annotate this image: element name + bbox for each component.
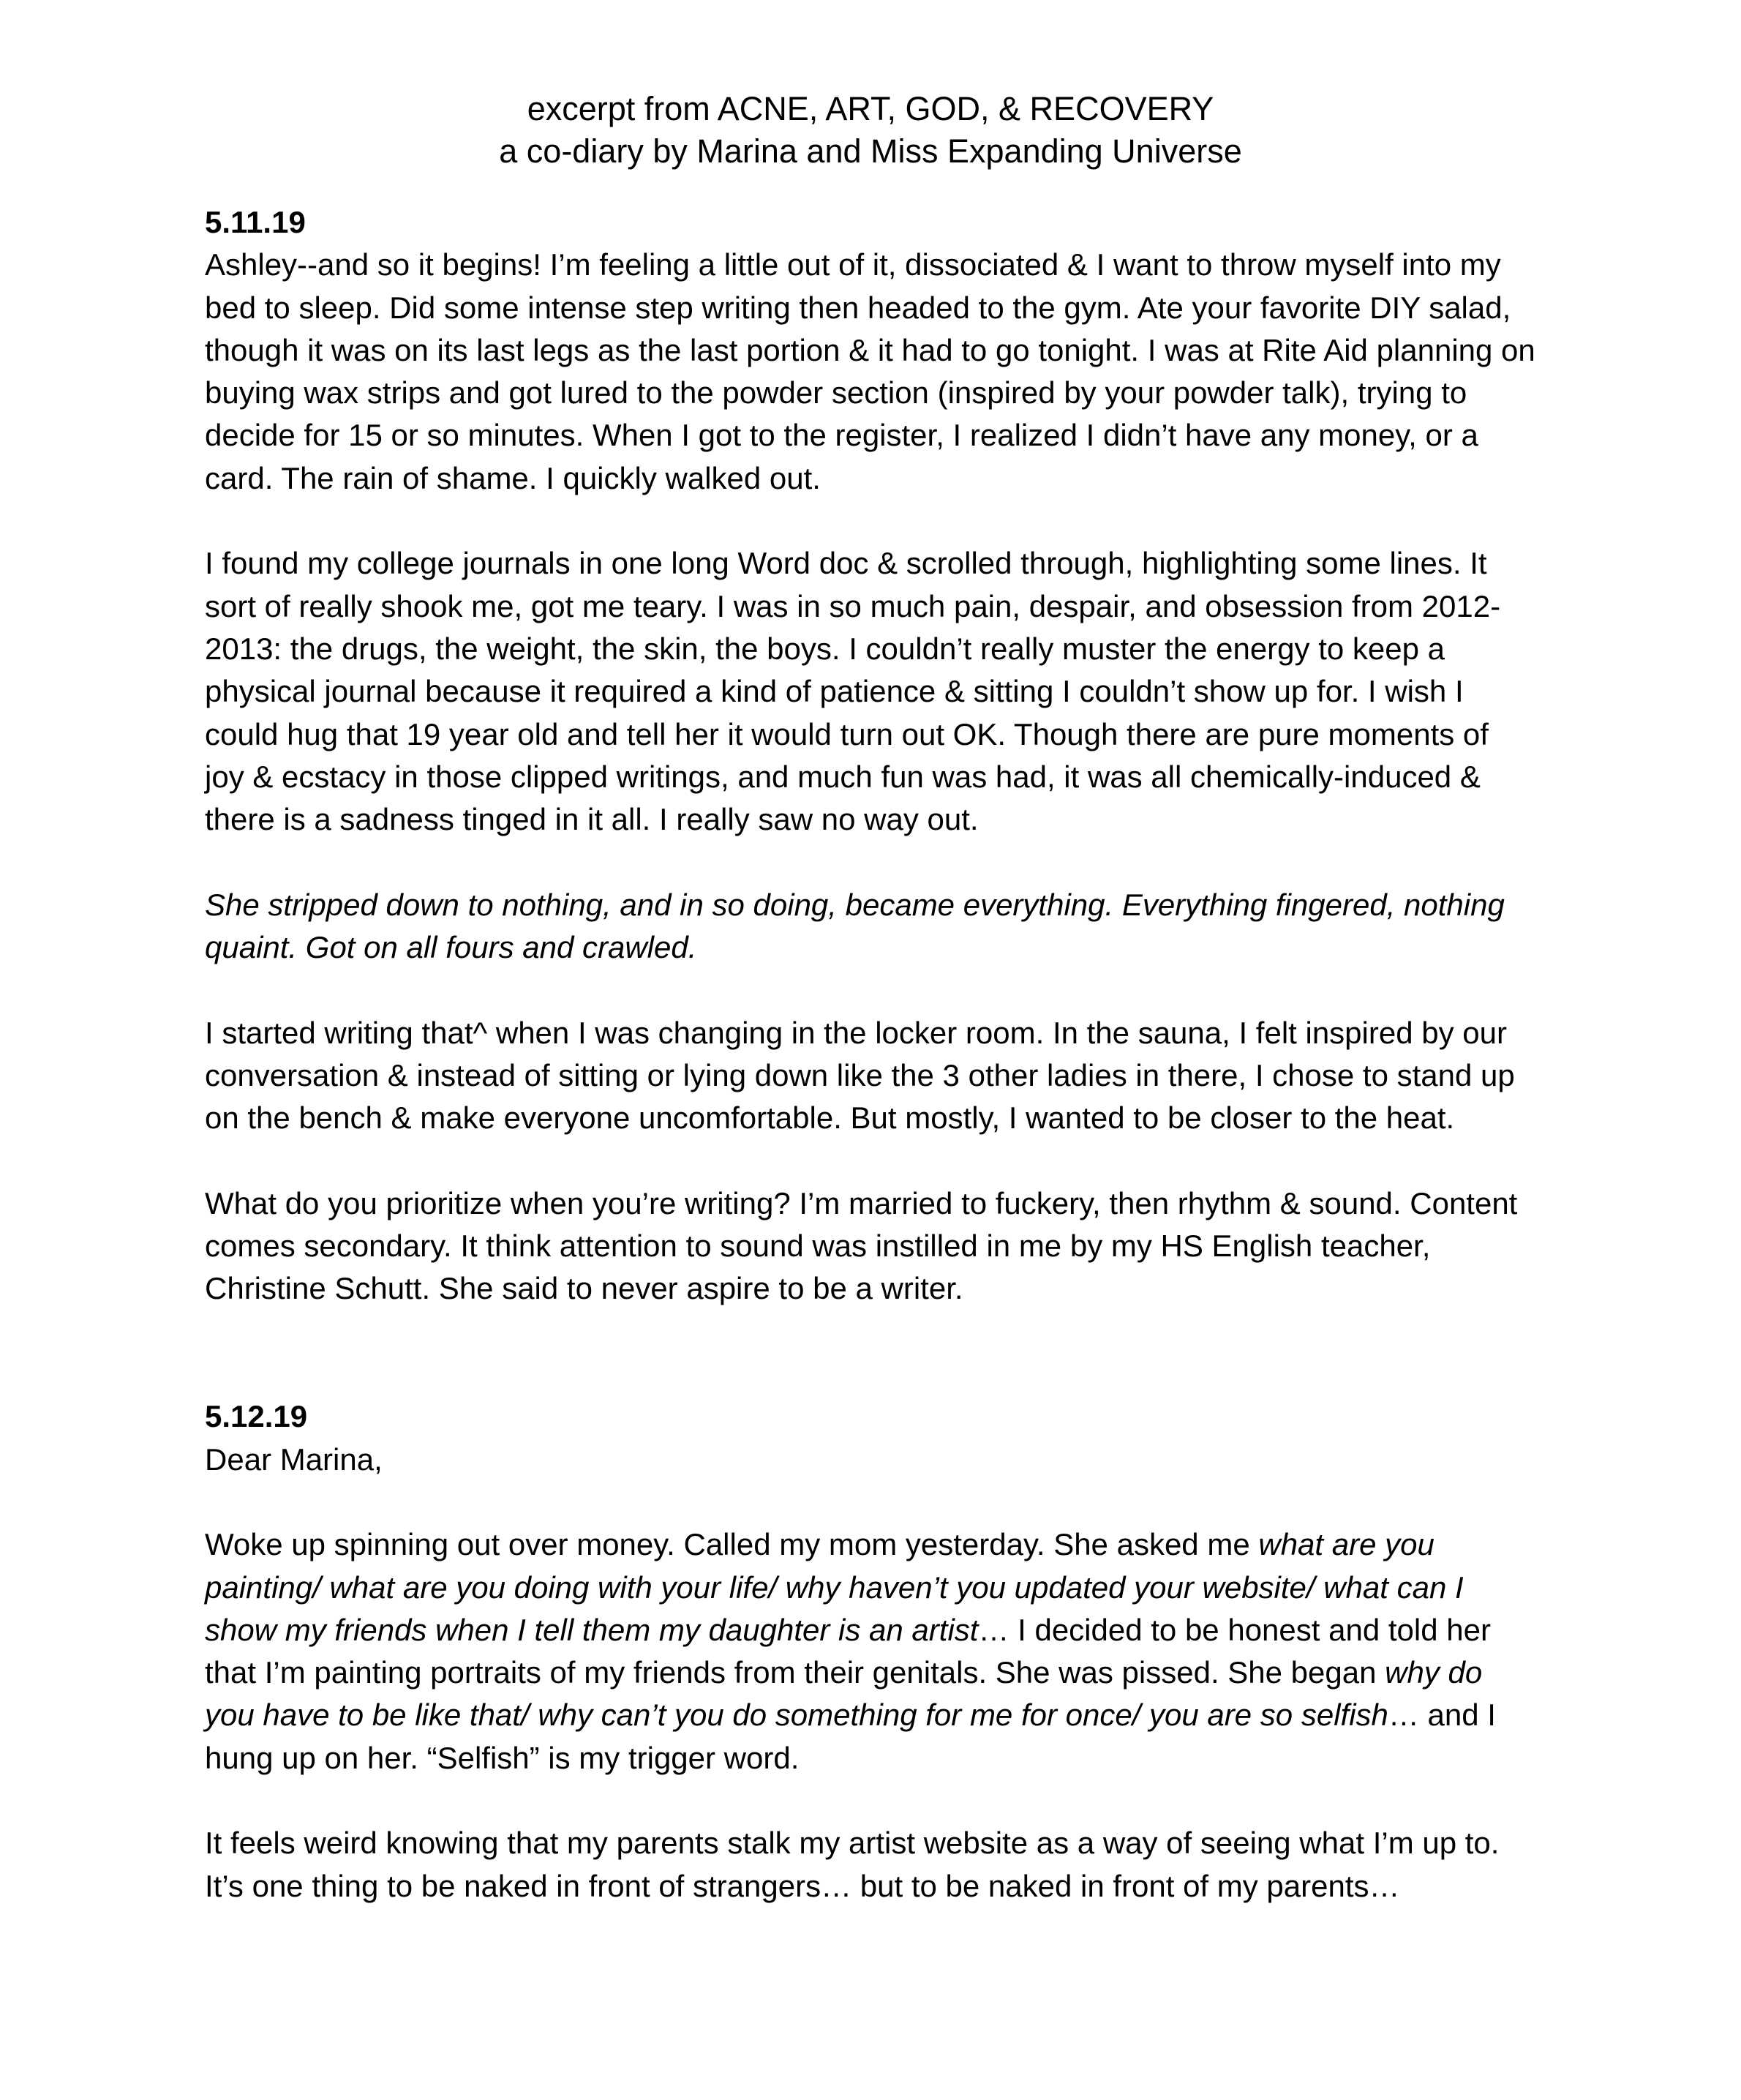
- italic-quote: [205, 884, 1536, 970]
- entry-paragraph: I started writing that^ when I was changing in the locker room. In the sauna, I felt inspired by our conversation & instead of sitting or lying down like the 3 other ladies in there, I chose to stand up on the bench & make everyone uncomfortable. But mostly, I wanted to be closer to the heat.: [205, 1015, 1515, 1136]
- title-line-2: a co-diary by Marina and Miss Expanding Universe: [499, 132, 1242, 170]
- text-run: … and I hung up on her. “Selfish” is my trigger word.: [205, 1698, 1496, 1775]
- entry-date: 5.11.19: [205, 205, 306, 239]
- entry-date: 5.12.19: [205, 1399, 308, 1434]
- italic-run: what are you painting/ what are you doing with your life/ why haven’t you updated your website/ what can I show my friends when I tell them my daughter is an artist: [205, 1527, 1464, 1647]
- text-run: … I decided to be honest and told her that I’m painting portraits of my friends from their genitals. She was pissed. She began: [205, 1612, 1491, 1690]
- document-title: [0, 88, 1741, 173]
- italic-run: why do you have to be like that/ why can’t you do something for me for once/ you are so selfish: [205, 1655, 1483, 1733]
- entry-paragraph: Ashley--and so it begins! I’m feeling a little out of it, dissociated & I want to throw myself into my bed to sleep. Did some intense step writing then headed to the gym. Ate your favorite DIY salad, though it was on its last legs as the last portion & it had to go tonight. I was at Rite Aid planning on buying wax strips and got lured to the powder section (inspired by your powder talk), trying to decide for 15 or so minutes. When I got to the register, I realized I didn’t have any money, or a card. The rain of shame. I quickly walked out.: [205, 247, 1535, 495]
- salutation: Dear Marina,: [205, 1441, 383, 1477]
- entry-paragraph: I found my college journals in one long Word doc & scrolled through, highlighting some lines. It sort of really shook me, got me teary. I was in so much pain, despair, and obsession from 2012-2013: the drugs, the weight, the skin, the boys. I couldn’t really muster the energy to keep a physical journal because it required a kind of patience & sitting I couldn’t show up for. I wish I could hug that 19 year old and tell her it would turn out OK. Though there are pure moments of joy & ecstacy in those clipped writings, and much fun was had, it was all chemically-induced & there is a sadness tinged in it all. I really saw no way out.: [205, 546, 1501, 837]
- entry-paragraph: What do you prioritize when you’re writing? I’m married to fuckery, then rhythm & sound. Content comes secondary. It think attention to sound was instilled in me by my HS English teacher, Christine Schutt. She said to never aspire to be a writer.: [205, 1185, 1518, 1306]
- diary-body: [205, 201, 1536, 1950]
- quote-text: She stripped down to nothing, and in so doing, became everything. Everything fingered, nothing quaint. Got on all fours and crawled.: [205, 887, 1505, 965]
- entry-separator: [205, 1353, 1536, 1395]
- entry-paragraph: [205, 1523, 1536, 1780]
- text-run: Woke up spinning out over money. Called my mom yesterday. She asked me: [205, 1527, 1259, 1562]
- entry-paragraph: It feels weird knowing that my parents stalk my artist website as a way of seeing what I’m up to. It’s one thing to be naked in front of strangers… but to be naked in front of my parents…: [205, 1826, 1500, 1903]
- title-line-1: excerpt from ACNE, ART, GOD, & RECOVERY: [527, 90, 1214, 127]
